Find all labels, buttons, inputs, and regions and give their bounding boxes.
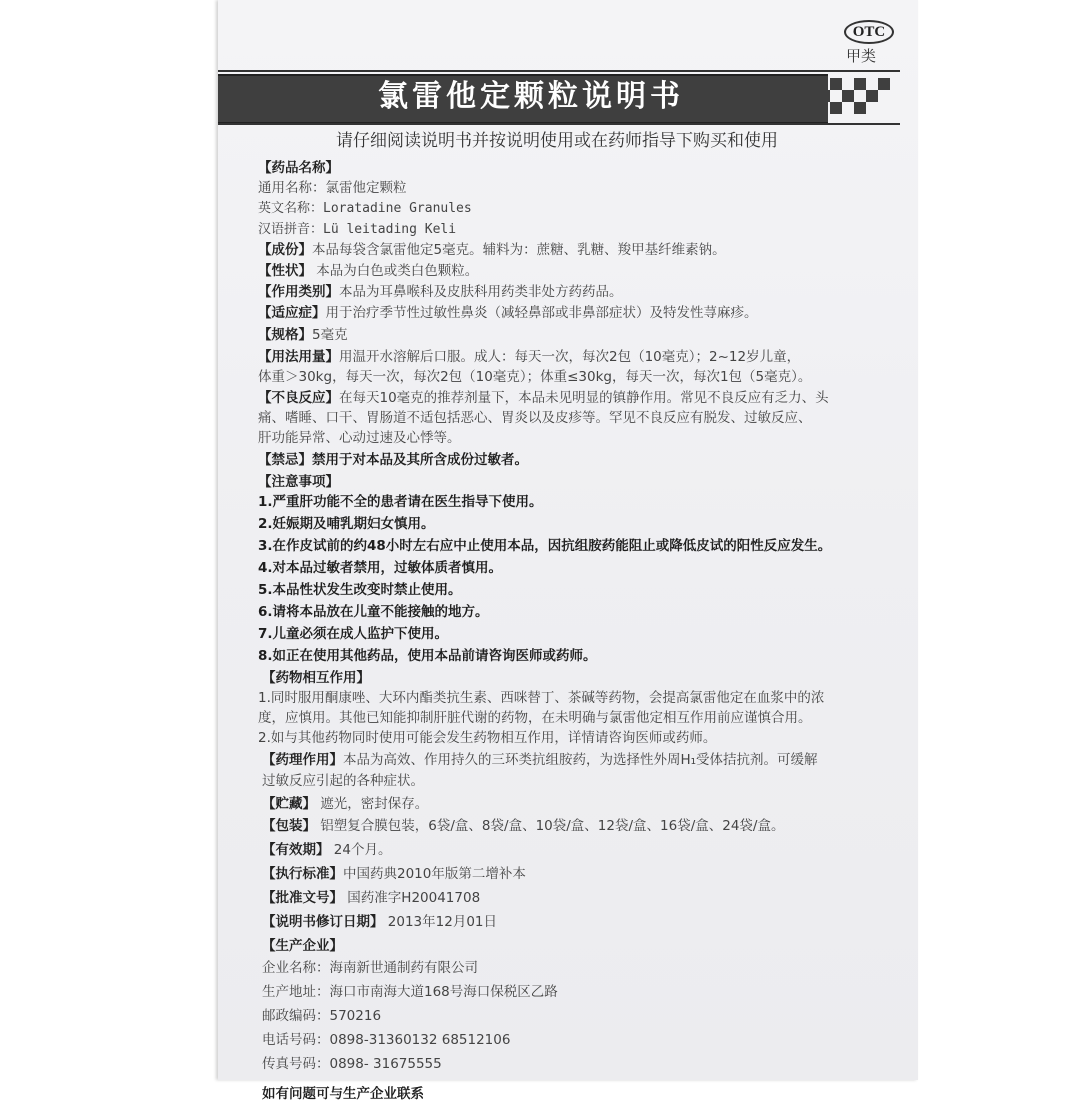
package-text: 铝塑复合膜包装，6袋/盒、8袋/盒、10袋/盒、12袋/盒、16袋/盒、24袋/盒。 [316, 818, 785, 834]
heading-adverse-reactions: 【 不良反应 】 [258, 390, 339, 406]
section-category [258, 282, 623, 302]
composition-text: 本品每袋含氯雷他定5毫克。辅料为：蔗糖、乳糖、羧甲基纤维素钠。 [312, 242, 726, 258]
section-manufacturer [262, 936, 343, 956]
indication-text: 用于治疗季节性过敏性鼻炎（减轻鼻部或非鼻部症状）及特发性荨麻疹。 [325, 305, 758, 321]
section-contraindication [258, 450, 528, 470]
contraindication-text: 禁用于对本品及其所含成份过敏者。 [312, 452, 528, 468]
otc-badge: OTC [844, 20, 894, 44]
precaution-item-1: 1.严重肝功能不全的患者请在医生指导下使用。 [258, 494, 543, 510]
adverse-line-2: 痛、嗜睡、口干、胃肠道不适包括恶心、胃炎以及皮疹等。罕见不良反应有脱发、过敏反应、 [258, 410, 812, 426]
precaution-item-7: 7.儿童必须在成人监护下使用。 [258, 626, 449, 642]
heading-composition: 【 成份 】 [258, 242, 312, 258]
english-name: 英文名称：Loratadine Granules [258, 201, 472, 216]
document-title: 氯雷他定颗粒说明书 [378, 79, 684, 114]
manufacturer-phone: 电话号码：0898-31360132 68512106 [262, 1032, 511, 1048]
section-approval [262, 888, 480, 908]
validity-text: 24个月。 [329, 842, 392, 858]
section-composition [258, 240, 726, 260]
heading-contraindication: 【 禁忌 】 [258, 452, 312, 468]
heading-category: 【 作用类别 】 [258, 284, 339, 300]
heading-appearance: 【 性状 】 [258, 263, 312, 279]
standard-text: 中国药典2010年版第二增补本 [343, 866, 526, 882]
precaution-item-8: 8.如正在使用其他药品，使用本品前请咨询医师或药师。 [258, 648, 597, 664]
spec-text: 5毫克 [312, 327, 348, 343]
pinyin-name: 汉语拼音：Lü leitading Keli [258, 222, 457, 237]
dosage-line-2: 体重＞30kg，每天一次，每次2包（10毫克）；体重≤30kg，每天一次，每次1包（5毫克）。 [258, 369, 812, 385]
heading-package: 【 包装 】 [262, 818, 316, 834]
section-storage [262, 794, 428, 814]
section-adverse-reactions [258, 388, 829, 408]
section-revision-date [262, 912, 497, 932]
section-package [262, 816, 784, 836]
footer-contact-note: 如有问题可与生产企业联系 [262, 1086, 424, 1102]
pharmacology-line-1: 本品为高效、作用持久的三环类抗组胺药，为选择性外周H₁受体拮抗剂。可缓解 [343, 752, 818, 768]
heading-storage: 【 贮藏 】 [262, 796, 316, 812]
manufacturer-name: 企业名称：海南新世通制药有限公司 [262, 960, 478, 976]
precaution-item-6: 6.请将本品放在儿童不能接触的地方。 [258, 604, 489, 620]
precaution-item-4: 4.对本品过敏者禁用，过敏体质者慎用。 [258, 560, 503, 576]
heading-manufacturer: 【 生产企业 】 [262, 938, 343, 954]
title-rule-bottom [218, 123, 900, 125]
pharmacology-line-2: 过敏反应引起的各种症状。 [262, 773, 424, 789]
precaution-item-2: 2.妊娠期及哺乳期妇女慎用。 [258, 516, 435, 532]
precaution-item-5: 5.本品性状发生改变时禁止使用。 [258, 582, 462, 598]
section-standard [262, 864, 526, 884]
heading-validity: 【 有效期 】 [262, 842, 330, 858]
subtitle-instruction: 请仔细阅读说明书并按说明使用或在药师指导下购买和使用 [336, 131, 778, 151]
interactions-line-1: 1.同时服用酮康唑、大环内酯类抗生素、西咪替丁、茶碱等药物，会提高氯雷他定在血浆中的浓 [258, 690, 825, 706]
heading-standard: 【 执行标准 】 [262, 866, 343, 882]
manufacturer-address: 生产地址：海口市南海大道168号海口保税区乙路 [262, 984, 558, 1000]
interactions-line-3: 2.如与其他药物同时使用可能会发生药物相互作用，详情请咨询医师或药师。 [258, 730, 717, 746]
section-indication [258, 303, 758, 323]
otc-class-label: 甲类 [846, 47, 877, 65]
adverse-line-1: 在每天10毫克的推荐剂量下，本品未见明显的镇静作用。常见不良反应有乏力、头 [339, 390, 829, 406]
heading-interactions: 【 药物相互作用 】 [262, 670, 370, 686]
appearance-text: 本品为白色或类白色颗粒。 [312, 263, 479, 279]
heading-revision-date: 【 说明书修订日期 】 [262, 914, 384, 930]
dosage-line-1: 用温开水溶解后口服。成人：每天一次，每次2包（10毫克）；2~12岁儿童， [339, 349, 801, 365]
revision-date-text: 2013年12月01日 [383, 914, 498, 930]
section-dosage [258, 347, 800, 367]
storage-text: 遮光，密封保存。 [316, 796, 429, 812]
section-interactions [262, 668, 370, 688]
section-validity [262, 840, 391, 860]
heading-indication: 【 适应症 】 [258, 305, 326, 321]
section-spec [258, 325, 348, 345]
manufacturer-postcode: 邮政编码：570216 [262, 1008, 382, 1024]
adverse-line-3: 肝功能异常、心动过速及心悸等。 [258, 430, 461, 446]
precaution-item-3: 3.在作皮试前的约48小时左右应中止使用本品，因抗组胺药能阻止或降低皮试的阳性反应发生。 [258, 538, 832, 554]
section-drug-name [258, 158, 339, 178]
checker-pattern-decoration [806, 78, 890, 114]
interactions-line-2: 度，应慎用。其他已知能抑制肝脏代谢的药物，在未明确与氯雷他定相互作用前应谨慎合用。 [258, 710, 812, 726]
heading-approval: 【 批准文号 】 [262, 890, 343, 906]
heading-drug-name: 【 药品名称 】 [258, 160, 339, 176]
heading-precautions: 【 注意事项 】 [258, 474, 339, 490]
heading-dosage: 【 用法用量 】 [258, 349, 339, 365]
leaflet-sheet [218, 0, 918, 1102]
section-appearance [258, 261, 478, 281]
approval-text: 国药准字H20041708 [343, 890, 481, 906]
manufacturer-fax: 传真号码：0898- 31675555 [262, 1056, 442, 1072]
section-precautions [258, 472, 339, 492]
section-pharmacology [262, 750, 818, 770]
generic-name: 通用名称：氯雷他定颗粒 [258, 180, 407, 196]
heading-spec: 【 规格 】 [258, 327, 312, 343]
category-text: 本品为耳鼻喉科及皮肤科用药类非处方药药品。 [339, 284, 623, 300]
heading-pharmacology: 【 药理作用 】 [262, 752, 343, 768]
title-rule-top [218, 70, 900, 72]
